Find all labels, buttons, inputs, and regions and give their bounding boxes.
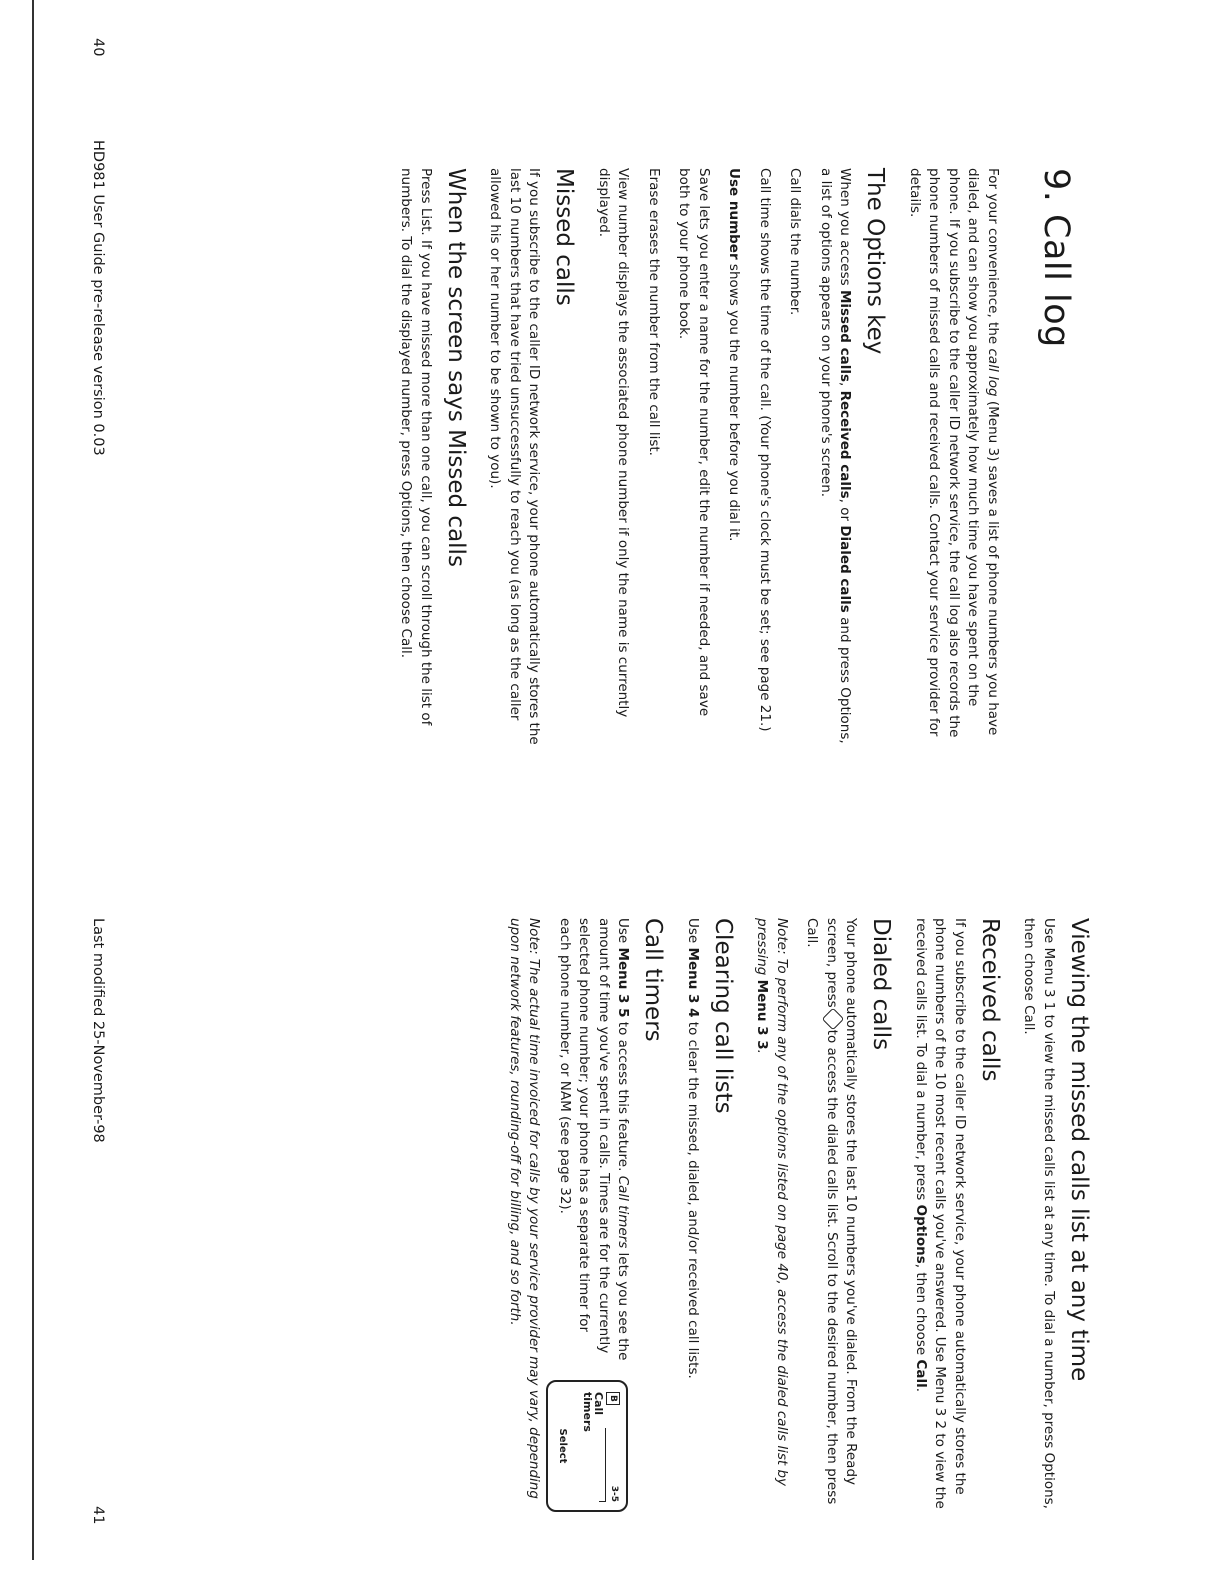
call-timers-block	[555, 918, 633, 1518]
phone-display-illustration	[547, 1380, 629, 1512]
scroll-key-icon	[822, 1007, 845, 1030]
option-call: Call dials the number.	[787, 168, 804, 316]
missed-calls-paragraph: If you subscribe to the caller ID network service, your phone automatically stores the last 10 numbers that have tried unsuccessfully to reach you (as long as the caller allowed his or her number to be shown to you).	[487, 168, 543, 745]
received-calls-heading: Received calls	[977, 918, 1003, 1082]
dialed-calls-paragraph: Your phone automatically stores the last 10 numbers you've dialed. From the Ready screen, pressto access the dialed calls list. Scroll to the desired number, then press Call.	[804, 918, 860, 1505]
options-key-heading: The Options key	[862, 168, 889, 355]
display-menu-icon: B	[607, 1392, 621, 1405]
missed-calls-heading: Missed calls	[551, 168, 578, 306]
screen-says-paragraph: Press List. If you have missed more than one call, you can scroll through the list of numbers. To dial the displayed number, press Options, then choose Call.	[398, 168, 434, 726]
page-number-41: 41	[90, 1506, 106, 1525]
page-40-content	[385, 168, 1076, 748]
received-calls-paragraph: If you subscribe to the caller ID network service, your phone automatically stores the phone numbers of the 10 most recent calls you've answered. Use Menu 3 2 to view the received calls list. To dial a number, press Options, then choose Call.	[913, 918, 968, 1509]
option-use-number: Use number shows you the number before you dial it.	[726, 168, 743, 542]
call-timers-note: Note: The actual time invoiced for calls by your service provider may vary, depending upon network features, rounding-off for billing, and so forth.	[507, 918, 543, 1499]
page-40	[0, 0, 1224, 780]
page-number-40: 40	[90, 38, 106, 57]
dialed-calls-note: Note: To perform any of the options listed on page 40, access the dialed calls list by pressing Menu 3 3.	[754, 918, 790, 1487]
viewing-paragraph: Use Menu 3 1 to view the missed calls list at any time. To dial a number, press Options, then choose Call.	[1021, 918, 1057, 1509]
viewing-heading: Viewing the missed calls list at any time	[1066, 918, 1092, 1382]
options-key-paragraph: When you access Missed calls, Received calls, or Dialed calls and press Options, a list of options appears on your phone's screen.	[818, 168, 854, 744]
footer-last-modified: Last modified 25-November-98	[90, 918, 106, 1143]
display-scroll-bar	[606, 1428, 607, 1502]
chapter-title: 9. Call log	[1036, 168, 1076, 348]
call-timers-heading: Call timers	[640, 918, 667, 1042]
dialed-calls-heading: Dialed calls	[868, 918, 895, 1051]
page-41-content	[494, 918, 1093, 1518]
display-menu-number: 3-5	[609, 1485, 620, 1502]
intro-paragraph: For your convenience, the call log (Menu 3) saves a list of phone numbers you have dialed, and can show you approximately how much time you have spent on the phone. If you subscribe to the caller ID network service, the call log also records the phone numbers of missed calls and received calls. Contact your service provider for details.	[907, 168, 1001, 738]
scan-edge-line	[32, 0, 34, 1560]
call-timers-paragraph: Use Menu 3 5 to access this feature. Call timers lets you see the amount of time you've spent in calls. Times are for the currently selected phone number; your phone has a separate timer for each phone number, or NAM (see page 32).	[557, 918, 632, 1361]
option-erase: Erase erases the number from the call list.	[646, 168, 662, 456]
display-title: Call timers	[581, 1392, 606, 1432]
page-41	[0, 780, 1224, 1560]
option-save: Save lets you enter a name for the number, edit the number if needed, and save both to your phone book.	[676, 168, 712, 717]
display-softkey: Select	[557, 1428, 569, 1464]
option-call-time: Call time shows the time of the call. (Your phone's clock must be set; see page 21.)	[757, 168, 773, 732]
clearing-paragraph: Use Menu 3 4 to clear the missed, dialed, and/or received call lists.	[685, 918, 701, 1379]
screen-says-heading: When the screen says Missed calls	[443, 168, 469, 567]
option-view-number: View number displays the associated phone number if only the name is currently displayed.	[596, 168, 632, 718]
footer-version: HD981 User Guide pre-release version 0.03	[90, 140, 106, 456]
clearing-heading: Clearing call lists	[710, 918, 736, 1114]
